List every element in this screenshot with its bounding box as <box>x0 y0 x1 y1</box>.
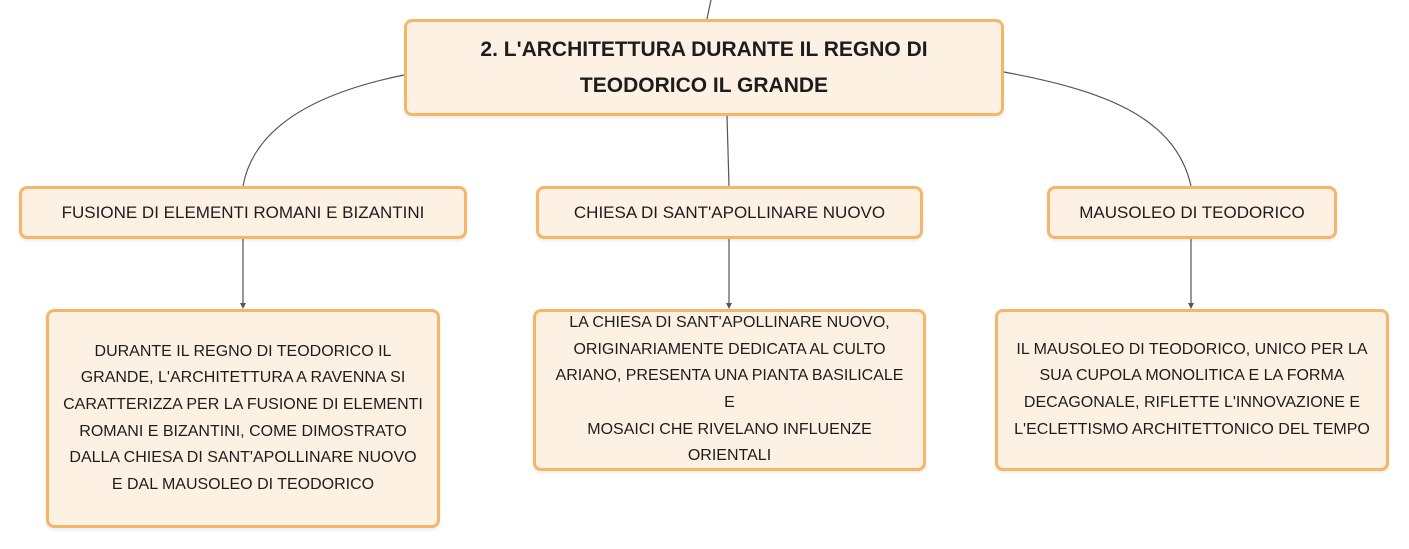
detail-mausoleo-line: DECAGONALE, RIFLETTE L'INNOVAZIONE E <box>1023 394 1361 411</box>
detail-mausoleo-node[interactable] <box>995 309 1389 471</box>
subtopic-chiesa-label: CHIESA DI SANT'APOLLINARE NUOVO <box>573 202 886 222</box>
subtopic-mausoleo-node[interactable] <box>1047 186 1337 239</box>
detail-chiesa-text <box>550 310 909 470</box>
detail-fusione-text <box>63 339 423 499</box>
connector-root-to-mausoleo <box>1004 72 1191 186</box>
detail-chiesa-node[interactable] <box>533 309 926 471</box>
detail-fusione-line: ROMANI E BIZANTINI, COME DIMOSTRATO <box>79 422 407 440</box>
detail-mausoleo-line: SUA CUPOLA MONOLITICA E LA FORMA <box>1039 367 1345 385</box>
detail-chiesa-line: ORIGINARIAMENTE DEDICATA AL CULTO <box>573 340 886 358</box>
subtopic-mausoleo-label: MAUSOLEO DI TEODORICO <box>1079 202 1305 222</box>
detail-fusione-line: DALLA CHIESA DI SANT'APOLLINARE NUOVO <box>69 449 417 467</box>
subtopic-fusione-node[interactable] <box>19 186 467 239</box>
root-topic-node[interactable] <box>404 19 1004 116</box>
detail-chiesa-line: ARIANO, PRESENTA UNA PIANTA BASILICALE E <box>555 367 904 411</box>
connector-root-to-fusione <box>243 75 404 186</box>
detail-fusione-line: E DAL MAUSOLEO DI TEODORICO <box>111 475 375 493</box>
detail-chiesa-line: LA CHIESA DI SANT'APOLLINARE NUOVO, <box>569 314 890 332</box>
root-topic-line-2: TEODORICO IL GRANDE <box>579 73 829 97</box>
detail-mausoleo-text <box>1014 337 1370 443</box>
subtopic-chiesa-node[interactable] <box>536 186 923 239</box>
connector-root-to-chiesa <box>727 116 729 186</box>
detail-mausoleo-line: IL MAUSOLEO DI TEODORICO, UNICO PER LA <box>1016 340 1368 358</box>
detail-fusione-line: CARATTERIZZA PER LA FUSIONE DI ELEMENTI <box>63 395 423 413</box>
connector-parent-to-root <box>707 0 711 19</box>
root-topic-line-1: 2. L'ARCHITETTURA DURANTE IL REGNO DI <box>480 37 928 61</box>
detail-fusione-node[interactable] <box>46 309 440 528</box>
root-topic-text <box>480 32 927 104</box>
detail-chiesa-line: MOSAICI CHE RIVELANO INFLUENZE <box>587 420 872 438</box>
subtopic-fusione-label: FUSIONE DI ELEMENTI ROMANI E BIZANTINI <box>61 202 425 222</box>
detail-fusione-line: GRANDE, L'ARCHITETTURA A RAVENNA SI <box>80 369 406 387</box>
detail-mausoleo-line: L'ECLETTISMO ARCHITETTONICO DEL TEMPO <box>1014 420 1370 438</box>
detail-chiesa-line: ORIENTALI <box>687 447 772 465</box>
detail-fusione-line: DURANTE IL REGNO DI TEODORICO IL <box>94 342 392 360</box>
